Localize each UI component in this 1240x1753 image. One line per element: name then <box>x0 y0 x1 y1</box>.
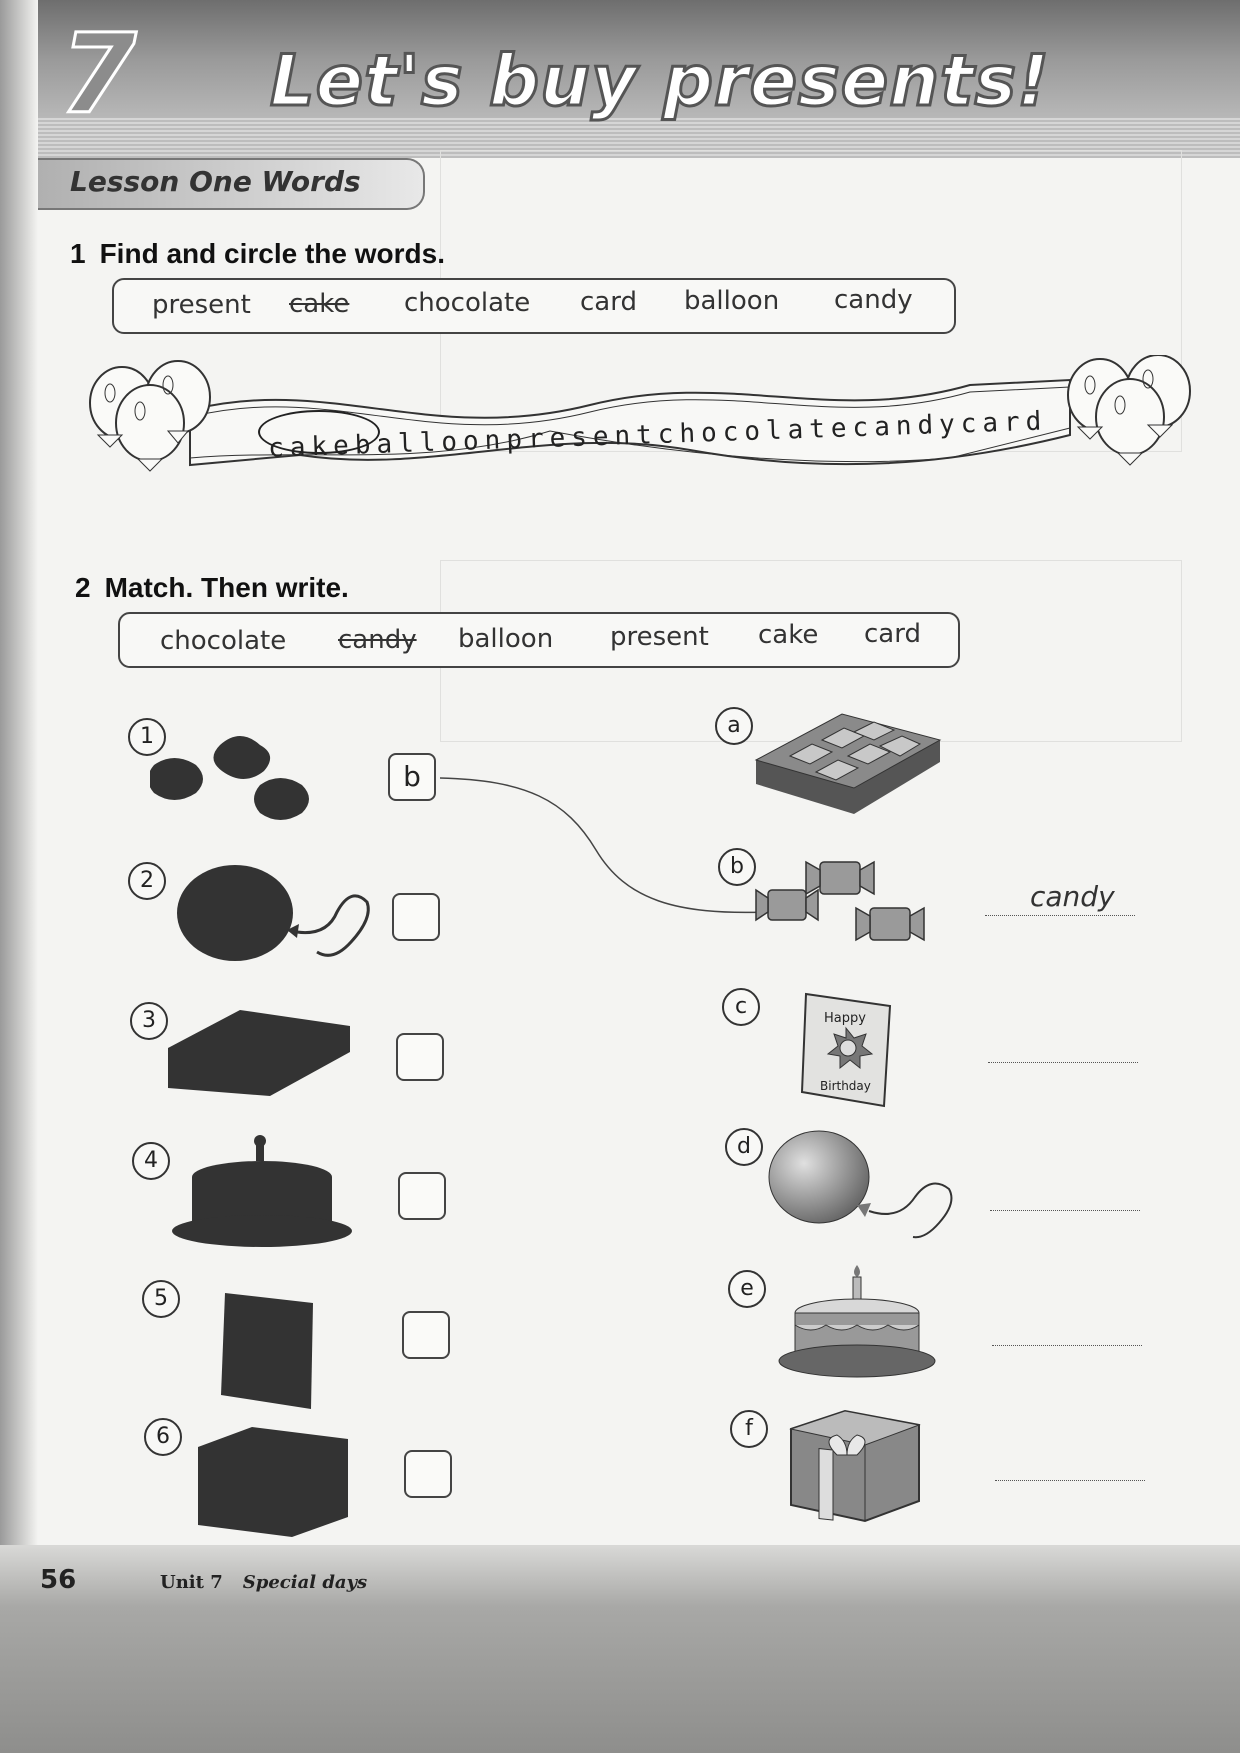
word-bank-item: cake <box>289 289 350 319</box>
lesson-label: Lesson One Words <box>70 165 361 198</box>
circled-letters: cake <box>267 430 356 464</box>
answer-box[interactable] <box>404 1450 452 1498</box>
footer-unit <box>160 1572 367 1593</box>
write-line[interactable] <box>985 915 1135 916</box>
chocolate-bar-icon <box>750 710 945 820</box>
write-line[interactable] <box>988 1062 1138 1063</box>
item-letter: a <box>715 707 753 745</box>
word-bank-item: chocolate <box>404 288 531 318</box>
answer-box[interactable] <box>398 1172 446 1220</box>
answer-box[interactable] <box>402 1311 450 1359</box>
exercise-2-heading <box>75 572 349 604</box>
birthday-cake-icon <box>775 1265 940 1385</box>
word-bank-item: candy <box>338 625 417 655</box>
item-number: 5 <box>142 1280 180 1318</box>
chocolate-silhouette-icon <box>160 1008 355 1098</box>
matching-line <box>436 760 776 920</box>
page-number: 56 <box>40 1565 77 1595</box>
written-answer: candy <box>1030 880 1115 913</box>
footer-unit-label: Unit 7 <box>160 1572 223 1593</box>
word-bank-1 <box>112 278 956 334</box>
wrapped-candies-icon <box>750 850 945 960</box>
item-letter: e <box>728 1270 766 1308</box>
birthday-card-icon <box>798 988 898 1108</box>
footer-section-label: Special days <box>242 1572 368 1593</box>
item-letter: c <box>722 988 760 1026</box>
write-line[interactable] <box>995 1480 1145 1481</box>
balloon-silhouette-icon <box>175 858 375 973</box>
word-bank-2 <box>118 612 960 668</box>
item-letter: f <box>730 1410 768 1448</box>
item-letter: b <box>718 848 756 886</box>
present-silhouette-icon <box>192 1425 352 1540</box>
answer-box[interactable] <box>396 1033 444 1081</box>
word-bank-item: present <box>610 622 709 652</box>
exercise-number: 2 <box>75 572 91 603</box>
remaining-letters: balloonpresentchocolatecandycard <box>354 406 1048 461</box>
item-letter: d <box>725 1128 763 1166</box>
page-title: Let's buy presents! <box>270 40 1051 122</box>
write-line[interactable] <box>992 1345 1142 1346</box>
candy-silhouette-icon <box>150 725 340 835</box>
card-text-happy: Happy <box>824 1011 866 1026</box>
word-bank-item: balloon <box>458 624 554 654</box>
gift-box-icon <box>785 1405 925 1525</box>
exercise-number: 1 <box>70 238 86 269</box>
item-number: 4 <box>132 1142 170 1180</box>
write-line[interactable] <box>990 1210 1140 1211</box>
balloon-icon <box>765 1125 965 1245</box>
answer-box[interactable]: b <box>388 753 436 801</box>
word-bank-item: candy <box>834 285 913 315</box>
exercise-instruction: Find and circle the words. <box>99 238 445 269</box>
word-bank-item: balloon <box>684 286 780 316</box>
item-number: 1 <box>128 718 166 756</box>
unit-number: 7 <box>60 10 137 138</box>
page-binding-shadow <box>0 0 38 1753</box>
exercise-1-heading <box>70 238 445 270</box>
word-bank-item: card <box>580 287 637 317</box>
word-bank-item: card <box>864 619 921 649</box>
cake-silhouette-icon <box>170 1135 355 1250</box>
card-silhouette-icon <box>215 1285 325 1410</box>
answer-box[interactable] <box>392 893 440 941</box>
word-bank-item: chocolate <box>160 626 287 656</box>
balloon-cluster-right-icon <box>1068 355 1190 465</box>
card-text-birthday: Birthday <box>820 1079 871 1093</box>
item-number: 6 <box>144 1418 182 1456</box>
word-bank-item: cake <box>758 620 819 650</box>
exercise-instruction: Match. Then write. <box>104 572 349 603</box>
item-number: 2 <box>128 862 166 900</box>
item-number: 3 <box>130 1002 168 1040</box>
word-bank-item: present <box>152 290 251 320</box>
